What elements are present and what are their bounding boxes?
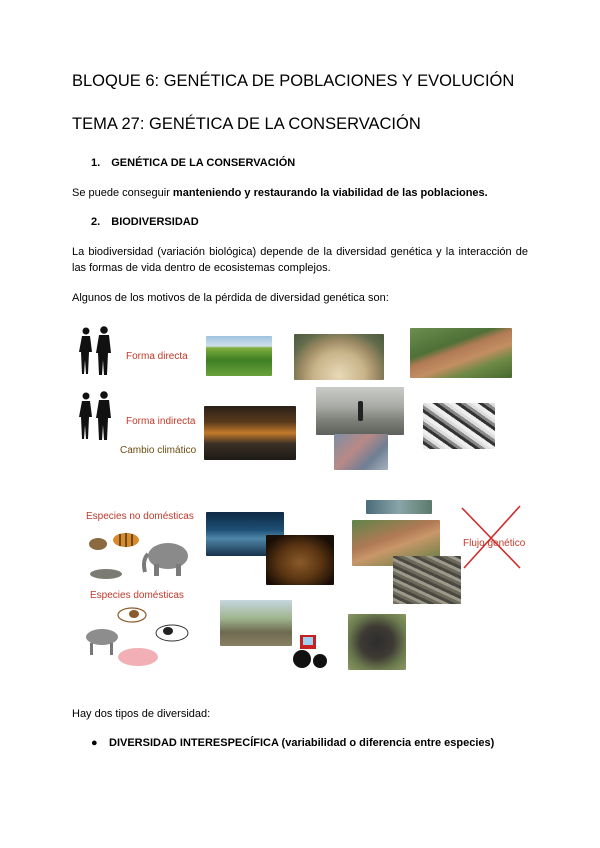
plastic-waste-photo (423, 403, 495, 449)
cattle-field-photo (220, 600, 292, 646)
landscape-strip-photo (366, 500, 432, 514)
label-flujo-genetico: Flujo genético (463, 538, 526, 549)
section-1-heading (91, 157, 295, 169)
ivory-pile-photo (294, 334, 384, 380)
bullet-item (91, 737, 494, 749)
topic-title: TEMA 27: GENÉTICA DE LA CONSERVACIÓN (72, 115, 421, 133)
section-2-title: BIODIVERSIDAD (111, 216, 199, 228)
label-especies-domesticas: Especies domésticas (90, 590, 184, 601)
section-1-paragraph (72, 185, 488, 201)
tractor-icon (292, 631, 328, 669)
human-silhouettes-top-icon (78, 326, 114, 376)
section-1-text-prefix: Se puede conseguir (72, 187, 173, 199)
bullet-1-text: DIVERSIDAD INTERESPECÍFICA (variabilidad o diferencia entre especies) (109, 737, 495, 749)
pangolin-photo (266, 535, 334, 585)
polluted-beach-photo (316, 387, 404, 435)
label-forma-directa: Forma directa (126, 351, 188, 362)
dead-fish-photo (334, 434, 388, 470)
block-title: BLOQUE 6: GENÉTICA DE POBLACIONES Y EVOLUCIÓN (72, 72, 515, 90)
person-silhouette (358, 401, 363, 421)
section-1-text-bold: manteniendo y restaurando la viabilidad de las poblaciones. (172, 187, 488, 199)
section-2-heading (91, 216, 199, 228)
bullet-icon: ● (91, 737, 98, 749)
industrial-pollution-photo (204, 406, 296, 460)
fallen-trees-photo (393, 556, 461, 604)
crop-field-photo (206, 336, 272, 376)
section-1-number: 1. (91, 157, 101, 169)
tipos-intro: Hay dos tipos de diversidad: (72, 708, 211, 720)
section-2-paragraph: La biodiversidad (variación biológica) depende de la diversidad genética y la interacción de las formas de vida dentro de ecosistemas complejos. (72, 246, 528, 274)
deforestation-photo (410, 328, 512, 378)
wild-animals-icon (84, 526, 194, 582)
domestic-animals-icon (82, 603, 194, 669)
wild-boar-photo (348, 614, 406, 670)
motivos-intro: Algunos de los motivos de la pérdida de diversidad genética son: (72, 292, 389, 304)
label-cambio-climatico: Cambio climático (120, 445, 197, 456)
gene-flow-cross-icon (460, 504, 522, 570)
label-forma-indirecta: Forma indirecta (126, 416, 196, 427)
section-1-title: GENÉTICA DE LA CONSERVACIÓN (111, 157, 296, 169)
human-silhouettes-bottom-icon (78, 391, 114, 441)
section-2-number: 2. (91, 216, 101, 228)
label-especies-no-domesticas: Especies no domésticas (86, 511, 194, 522)
